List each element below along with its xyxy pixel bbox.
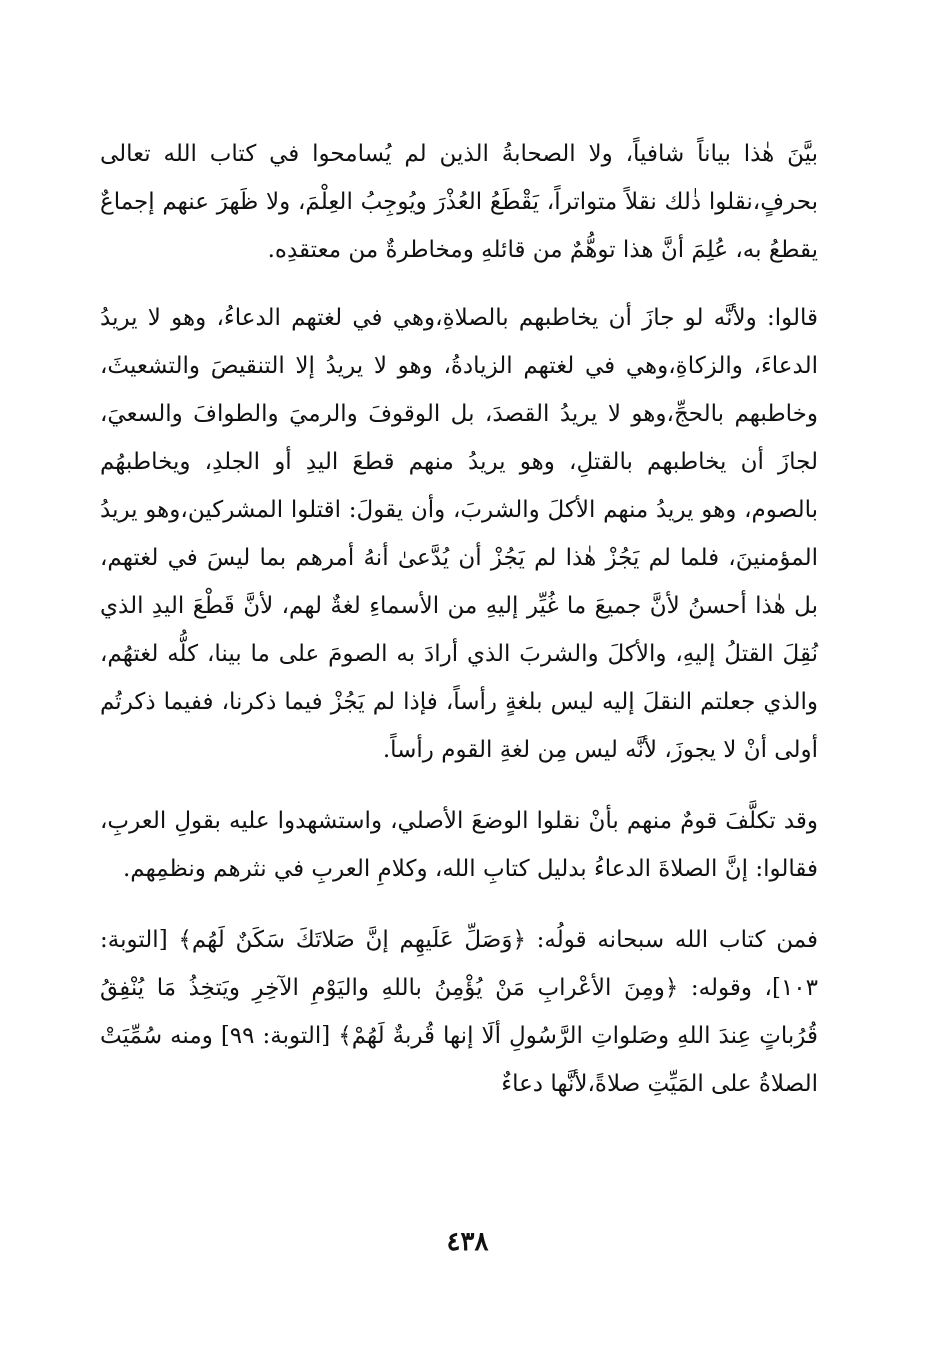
page-body: [100, 130, 818, 1131]
paragraph-2: قالوا: ولأنَّه لو جازَ أن يخاطبهم بالصلاةِ،وهي في لغتهم الدعاءُ، وهو لا يريدُ الدعاءَ، والزكاةِ،وهي في لغتهم الزيادةُ، وهو لا يريدُ إلا التنقيصَ والتشعيثَ، وخاطبهم بالحجِّ،وهو لا يريدُ القصدَ، بل الوقوفَ والرميَ والطوافَ والسعيَ، لجازَ أن يخاطبهم بالقتلِ، وهو يريدُ منهم قطعَ اليدِ أو الجلدِ، ويخاطبهُم بالصوم، وهو يريدُ منهم الأكلَ والشربَ، وأن يقولَ: اقتلوا المشركين،وهو يريدُ المؤمنينَ، فلما لم يَجُزْ هٰذا لم يَجُزْ أن يُدَّعىٰ أنهُ أمرهم بما ليسَ في لغتهم، بل هٰذا أحسنُ لأنَّ جميعَ ما غُيِّر إليهِ من الأسماءِ لغةٌ لهم، لأنَّ قَطْعَ اليدِ الذي نُقِلَ القتلُ إليهِ، والأكلَ والشربَ الذي أرادَ به الصومَ على ما بينا، كلُّه لغتهُم، والذي جعلتم النقلَ إليه ليس بلغةٍ رأساً، فإذا لم يَجُزْ فيما ذكرنا، ففيما ذكرتُم أولى أنْ لا يجوزَ، لأنَّه ليس مِن لغةِ القوم رأساً.: [100, 305, 818, 763]
paragraph-4: فمن كتاب الله سبحانه قولُه: ﴿وَصَلِّ عَلَيهِم إنَّ صَلاتَكَ سَكَنٌ لَهُم﴾ [التوبة: ١٠٣]، وقوله: ﴿ومِنَ الأعْرابِ مَنْ يُؤْمِنُ باللهِ واليَوْمِ الآخِرِ ويَتخِذُ مَا يُنْفِقُ قُرُباتٍ عِندَ اللهِ وصَلواتِ الرَّسُولِ ألَا إنها قُربةٌ لَهُمْ﴾ [التوبة: ٩٩] ومنه سُمِّيَتْ الصلاةُ على المَيِّتِ صلاةً،لأنَّها دعاءٌ: [100, 927, 818, 1097]
paragraph-3: وقد تكلَّفَ قومٌ منهم بأنْ نقلوا الوضعَ الأصلي، واستشهدوا عليه بقولِ العربِ، فقالوا: إنَّ الصلاةَ الدعاءُ بدليل كتابِ الله، وكلامِ العربِ في نثرهم ونظمِهم.: [100, 808, 818, 882]
paragraph-1: بيَّنَ هٰذا بياناً شافياً، ولا الصحابةُ الذين لم يُسامحوا في كتاب الله تعالى بحرفٍ،نقلوا ذٰلك نقلاً متواتراً، يَقْطَعُ العُذْرَ ويُوجِبُ العِلْمَ، ولا ظَهرَ عنهم إجماعٌ يقطعُ به، عُلِمَ أنَّ هذا توهُّمٌ من قائلهِ ومخاطرةٌ من معتقدِه.: [100, 141, 818, 263]
page-number: ٤٣٨: [446, 1227, 489, 1257]
